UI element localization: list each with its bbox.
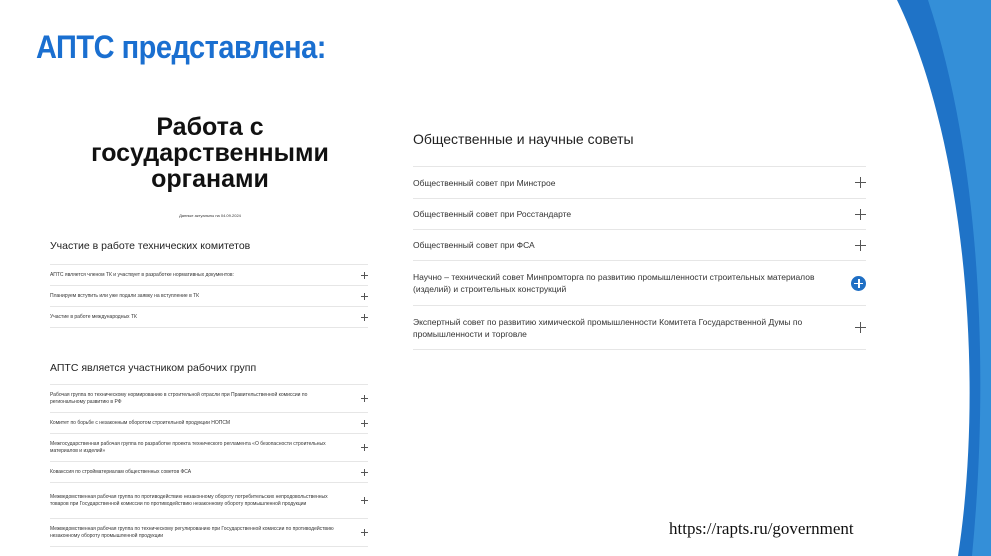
accordion-item[interactable] xyxy=(413,306,866,350)
accordion-item[interactable] xyxy=(50,307,368,328)
plus-icon[interactable] xyxy=(361,469,368,476)
working-groups-section xyxy=(50,362,368,547)
accordion-item-label: Межгосударственная рабочая группа по разработке проекта технического регламента «О безопасности строительных материалов и изделий» xyxy=(50,440,326,454)
accordion-item[interactable] xyxy=(413,230,866,261)
accordion-item[interactable] xyxy=(50,519,368,547)
accordion-item-label: Комитет по борьбе с незаконным оборотом строительной продукции НОПСМ xyxy=(50,419,231,426)
plus-icon[interactable] xyxy=(361,529,368,536)
accordion-list xyxy=(50,264,368,328)
plus-icon[interactable] xyxy=(855,209,866,220)
plus-icon[interactable] xyxy=(361,444,368,451)
accordion-item-label: Научно – технический совет Минпромторга по развитию промышленности строительных материалов (изделий) и строительных конструкций xyxy=(413,272,815,294)
section-title: Участие в работе технических комитетов xyxy=(50,240,251,252)
accordion-item-label: Ковакссия по стройматериалам общественных советов ФСА xyxy=(50,468,192,475)
accordion-item[interactable] xyxy=(50,413,368,434)
accordion-item[interactable] xyxy=(50,434,368,462)
accordion-item[interactable] xyxy=(413,261,866,306)
plus-circle-icon[interactable] xyxy=(851,276,866,291)
tech-committees-section xyxy=(50,240,368,328)
plus-icon[interactable] xyxy=(855,240,866,251)
plus-icon[interactable] xyxy=(361,420,368,427)
accordion-item-label: Межведомственная рабочая группа по техническому регулированию при Государственной комиссии по противодействию незаконному обороту промышленной продукции xyxy=(50,525,334,539)
accordion-item-label: Экспертный совет по развитию химической промышленности Комитета Государственной Думы по промышленности и торговле xyxy=(413,316,803,339)
accordion-item[interactable] xyxy=(50,286,368,307)
councils-section xyxy=(413,131,866,350)
date-note: Данные актуальны на 04.09.2024 xyxy=(179,213,241,218)
slide-title: АПТС представлена: xyxy=(36,30,326,66)
section-title: АПТС является участником рабочих групп xyxy=(50,362,257,374)
accordion-item-label: Общественный совет при Росстандарте xyxy=(413,209,572,219)
accordion-item-label: Планируем вступить или уже подали заявку на вступление в ТК xyxy=(50,292,200,299)
accordion-list xyxy=(413,166,866,350)
accordion-item[interactable] xyxy=(50,385,368,413)
plus-icon[interactable] xyxy=(361,395,368,402)
accordion-item[interactable] xyxy=(413,199,866,230)
accordion-item-label: АПТС является членом ТК и участвует в разработке нормативных документов: xyxy=(50,271,234,278)
source-url[interactable]: https://rapts.ru/government xyxy=(669,519,854,538)
plus-icon[interactable] xyxy=(361,497,368,504)
accordion-item-label: Общественный совет при Минстрое xyxy=(413,177,556,188)
accordion-item-label: Рабочая группа по техническому нормированию в строительной отрасли при Правительственной комиссии по региональному развитию в РФ xyxy=(50,391,308,405)
accordion-item[interactable] xyxy=(50,462,368,483)
accordion-item-label: Межведомственная рабочая группа по противодействию незаконному обороту потребительских непродовольственных товаров при Государственной комиссии по противодействию незаконному обороту промышленной продукции xyxy=(50,493,328,507)
accordion-item[interactable] xyxy=(50,483,368,519)
plus-icon[interactable] xyxy=(361,314,368,321)
accordion-item-label: Общественный совет при ФСА xyxy=(413,240,535,250)
accordion-item-label: Участие в работе международных ТК xyxy=(50,313,137,320)
plus-icon[interactable] xyxy=(855,322,866,333)
plus-icon[interactable] xyxy=(855,177,866,188)
accordion-item[interactable] xyxy=(413,167,866,199)
accordion-list xyxy=(50,384,368,547)
plus-icon[interactable] xyxy=(361,293,368,300)
accordion-item[interactable] xyxy=(50,265,368,286)
section-title: Общественные и научные советы xyxy=(413,131,634,147)
plus-icon[interactable] xyxy=(361,272,368,279)
page-heading: Работа с государственными органами xyxy=(91,113,329,193)
